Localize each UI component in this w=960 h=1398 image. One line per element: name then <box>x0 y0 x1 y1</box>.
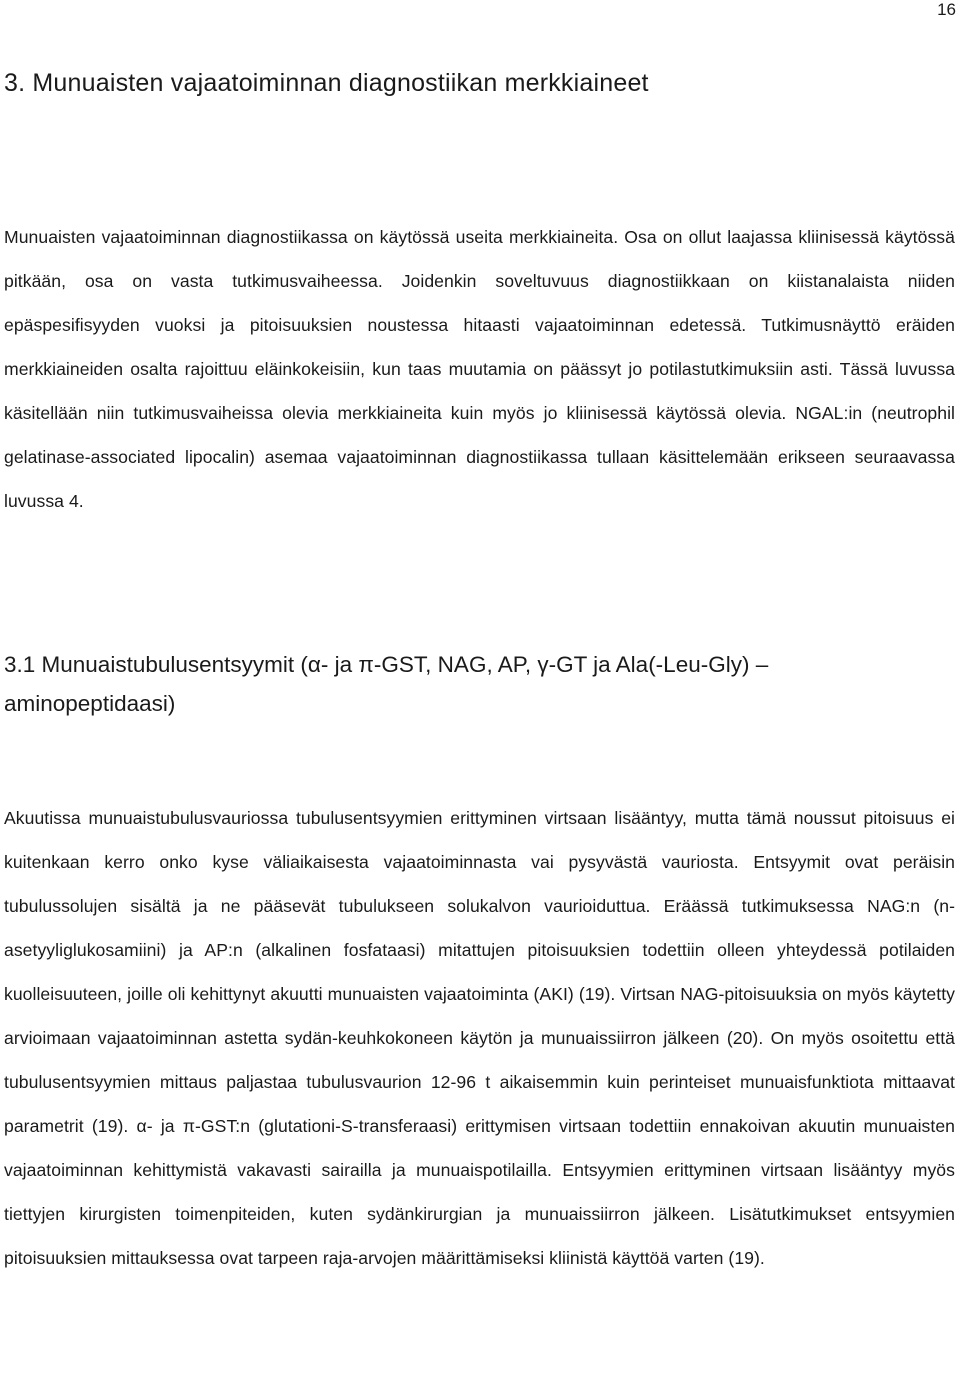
page-number: 16 <box>937 0 956 19</box>
intro-paragraph: Munuaisten vajaatoiminnan diagnostiikassa on käytössä useita merkkiaineita. Osa on ollut laajassa kliinisessä käytössä pitkään, osa on vasta tutkimusvaiheessa. Joidenkin soveltuvuus diagnostiikkaan on kiistanalaista niiden epäspesifisyyden vuoksi ja pitoisuuksien noustessa hitaasti vajaatoiminnan edetessä. Tutkimusnäyttö eräiden merkkiaineiden osalta rajoittuu eläinkokeisiin, kun taas muutamia on päässyt jo potilastutkimuksiin asti. Tässä luvussa käsitellään niin tutkimusvaiheissa olevia merkkiaineita kuin myös jo kliinisessä käytössä olevia. NGAL:in (neutrophil gelatinase-associated lipocalin) asemaa vajaatoiminnan diagnostiikassa tullaan käsittelemään erikseen seuraavassa luvussa 4. <box>4 227 955 511</box>
section-heading: 3.1 Munuaistubulusentsyymit (α- ja π-GST, NAG, AP, γ-GT ja Ala(-Leu-Gly) – aminopeptidaasi) <box>4 652 769 716</box>
section-paragraph: Akuutissa munuaistubulusvauriossa tubulusentsyymien erittyminen virtsaan lisääntyy, mutta tämä noussut pitoisuus ei kuitenkaan kerro onko kyse väliaikaisesta vajaatoiminnasta vai pysyvästä vauriosta. Entsyymit ovat peräisin tubulussolujen sisältä ja ne pääsevät tubulukseen solukalvon vaurioiduttua. Eräässä tutkimuksessa NAG:n (n-asetyyliglukosamiini) ja AP:n (alkalinen fosfataasi) mitattujen pitoisuuksien todettiin olleen yhteydessä potilaiden kuolleisuuteen, joille oli kehittynyt akuutti munuaisten vajaatoiminta (AKI) (19). Virtsan NAG-pitoisuuksia on myös käytetty arvioimaan vajaatoiminnan astetta sydän-keuhkokoneen käytön ja munuaissiirron jälkeen (20). On myös osoitettu että tubulusentsyymien mittaus paljastaa tubulusvaurion 12-96 t aikaisemmin kuin perinteiset munuaisfunktiota mittaavat parametrit (19). α- ja π-GST:n (glutationi-S-transferaasi) erittymisen virtsaan todettiin ennakoivan akuutin munuaisten vajaatoiminnan kehittymistä vakavasti sairailla ja munuaispotilailla. Entsyymien erittyminen virtsaan lisääntyy myös tiettyjen kirurgisten toimenpiteiden, kuten sydänkirurgian ja munuaissiirron jälkeen. Lisätutkimukset entsyymien pitoisuuksien mittauksessa ovat tarpeen raja-arvojen määrittämiseksi kliinistä käyttöä varten (19). <box>4 808 955 1268</box>
chapter-heading: 3. Munuaisten vajaatoiminnan diagnostiikan merkkiaineet <box>4 69 649 97</box>
